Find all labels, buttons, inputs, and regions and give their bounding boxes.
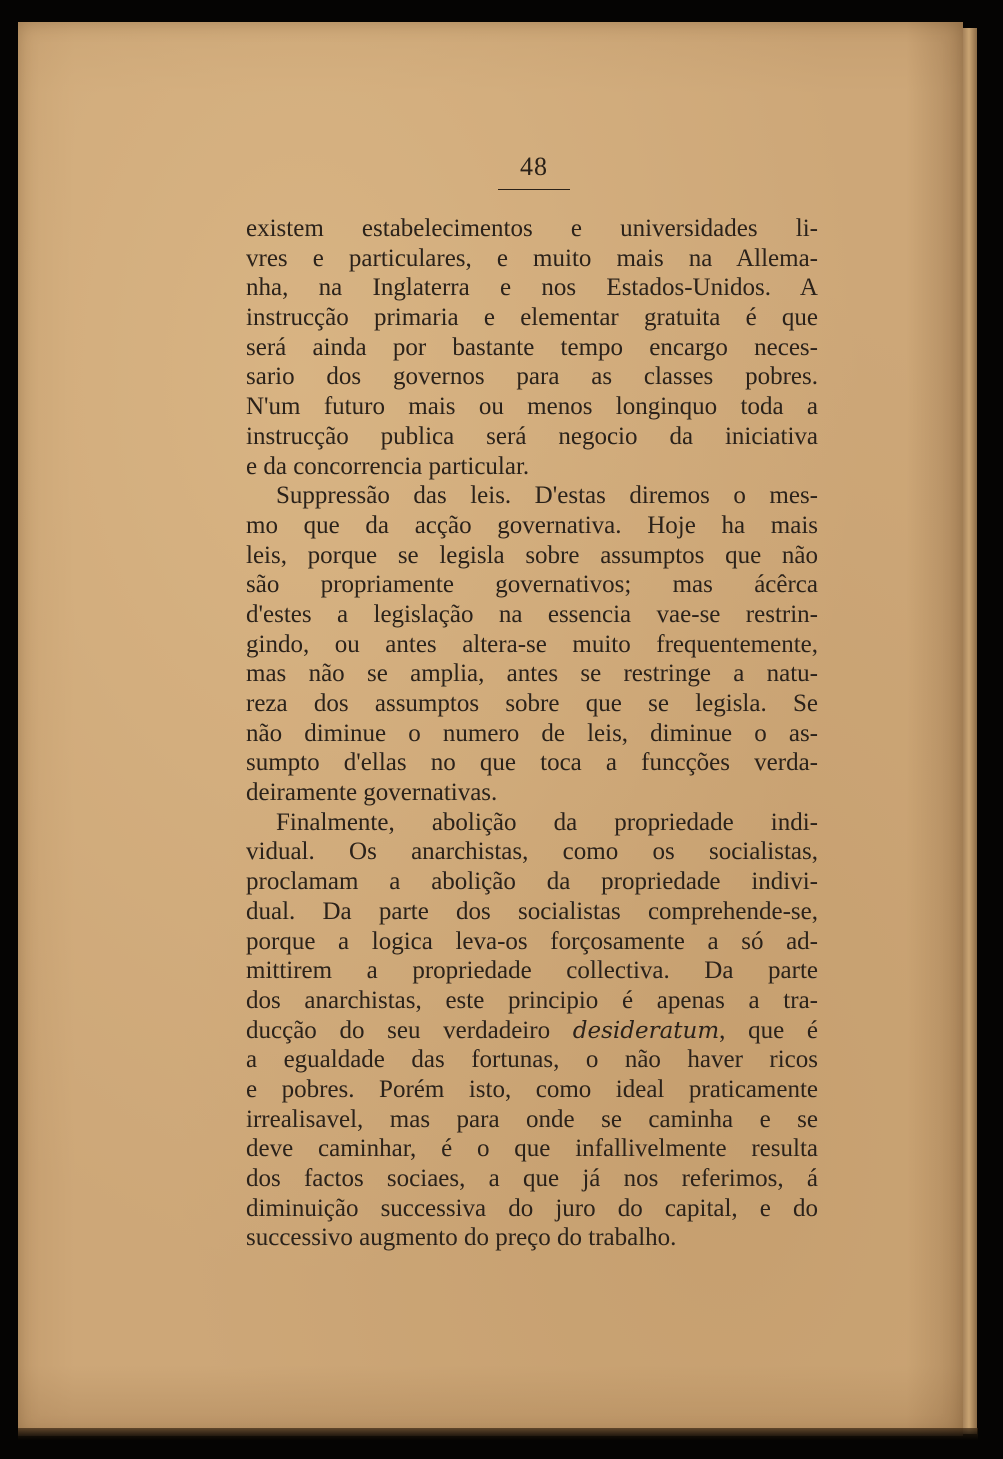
- text-line: vres e particulares, e muito mais na Allema-: [246, 244, 818, 272]
- text-line: dos factos sociaes, a que já nos referimos, á: [246, 1165, 818, 1192]
- text-line: não diminue o numero de leis, diminue o as-: [246, 719, 818, 747]
- text-line: sario dos governos para as classes pobres.: [246, 363, 818, 391]
- paragraph-end-line: successivo augmento do preço do trabalho.: [246, 1224, 677, 1252]
- text-line: instrucção primaria e elementar gratuita é que: [246, 304, 818, 332]
- text-line: d'estes a legislação na essencia vae-se restrin-: [246, 600, 818, 628]
- text-line: dos anarchistas, este principio é apenas a tra-: [246, 986, 818, 1014]
- text-line: são propriamente governativos; mas ácêrca: [246, 571, 818, 599]
- text-line: diminuição successiva do juro do capital, e do: [246, 1194, 818, 1222]
- page-number-rule: [498, 189, 570, 190]
- text-line: irrealisavel, mas para onde se caminha e se: [246, 1105, 818, 1133]
- text-line: instrucção publica será negocio da iniciativa: [246, 422, 818, 450]
- text-line: nha, na Inglaterra e nos Estados-Unidos. A: [246, 274, 818, 302]
- text-line: mittirem a propriedade collectiva. Da parte: [246, 957, 818, 985]
- italic-term: desideratum: [572, 1017, 720, 1044]
- page-bottom-shadow: [18, 1428, 978, 1440]
- text-line: gindo, ou antes altera-se muito frequentemente,: [246, 630, 818, 658]
- text-line: vidual. Os anarchistas, como os socialistas,: [246, 838, 818, 866]
- text-line: deve caminhar, é o que infallivelmente resulta: [246, 1135, 818, 1163]
- text-line: mo que da acção governativa. Hoje ha mais: [246, 511, 818, 539]
- body-text: [246, 214, 818, 1253]
- text-line-with-italic: [246, 1016, 818, 1046]
- text-line: porque a logica leva-os forçosamente a só ad-: [246, 927, 818, 955]
- paragraph-start-line: Finalmente, abolição da propriedade indi-: [276, 808, 818, 836]
- text-line: dual. Da parte dos socialistas comprehende-se,: [246, 897, 818, 925]
- text-line: a egualdade das fortunas, o não haver ricos: [246, 1046, 818, 1074]
- paragraph-end-line: deiramente governativas.: [246, 779, 498, 807]
- text-line: e pobres. Porém isto, como ideal praticamente: [246, 1075, 818, 1103]
- text-line: será ainda por bastante tempo encargo neces-: [246, 333, 818, 361]
- text-segment: , que é: [719, 1016, 818, 1044]
- text-line: leis, porque se legisla sobre assumptos que não: [246, 541, 818, 569]
- text-line: proclamam a abolição da propriedade indivi-: [246, 868, 818, 896]
- text-line: existem estabelecimentos e universidades li-: [246, 215, 818, 242]
- paragraph-start-line: Suppressão das leis. D'estas diremos o mes-: [276, 482, 818, 510]
- text-line: reza dos assumptos sobre que se legisla. Se: [246, 690, 818, 717]
- text-line: N'um futuro mais ou menos longinquo toda a: [246, 393, 818, 421]
- text-line: mas não se amplia, antes se restringe a natu-: [246, 660, 818, 688]
- paragraph-end-line: e da concorrencia particular.: [246, 452, 530, 480]
- text-line: sumpto d'ellas no que toca a funcções verda-: [246, 749, 818, 777]
- page-number: 48: [520, 152, 548, 181]
- text-segment: ducção do seu verdadeiro: [246, 1016, 573, 1044]
